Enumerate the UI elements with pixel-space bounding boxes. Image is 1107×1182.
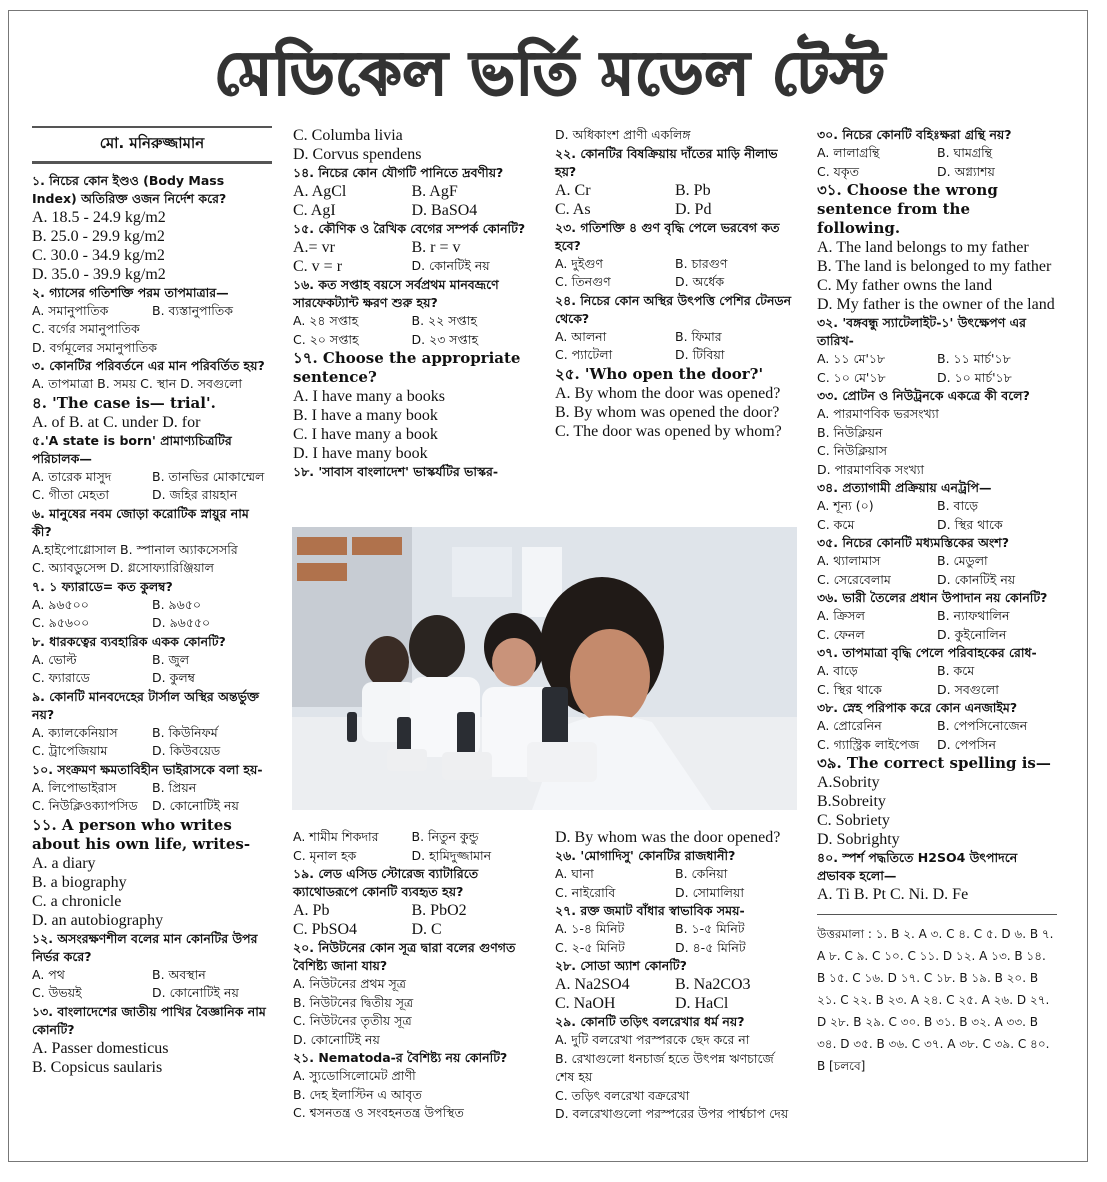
option-text: C. v = r <box>293 258 343 275</box>
column-2-top <box>293 126 530 481</box>
option-row <box>817 717 1057 736</box>
option-text: B. পেপসিনোজেন <box>937 718 1028 733</box>
question-text: ৯. কোনটি মানবদেহের টার্সাল অস্থির অন্তর্ভুক্ত নয়? <box>32 688 260 722</box>
option-text: A. থ্যালামাস <box>817 553 881 568</box>
question-block <box>555 219 795 292</box>
option-text: D. পারমাণবিক সংখ্যা <box>817 461 925 477</box>
question-block <box>555 828 795 847</box>
option-text: C. সেরেবেলাম <box>817 571 891 587</box>
column-2-bottom <box>293 828 530 1123</box>
option-text: C. ২০ সপ্তাহ <box>293 331 359 347</box>
option-row <box>32 486 272 505</box>
option-row <box>32 779 272 798</box>
author-name: মো. মনিরুজ্জামান <box>32 126 272 164</box>
option-row <box>293 312 530 331</box>
question-block <box>32 357 272 394</box>
option-text: D. কোনোটিই নয় <box>293 1031 380 1047</box>
column-3-top <box>555 126 795 441</box>
option-text: B. ন্যাফথালিন <box>937 608 1010 623</box>
option-text: C. NaOH <box>555 995 616 1012</box>
option-row <box>555 975 795 994</box>
option-text: C. নিউক্লিয়াস <box>817 443 888 458</box>
option-text: B. a biography <box>32 873 127 891</box>
question-text: ১৭. Choose the appropriate sentence? <box>293 349 521 386</box>
question-block <box>32 816 272 930</box>
option-text: A. শামীম শিকদার <box>293 829 379 844</box>
option-text: B. নিউক্লিয়ন <box>817 424 883 440</box>
question-text: ৩০. নিচের কোনটি বহিঃক্ষরা গ্রন্থি নয়? <box>817 127 1012 142</box>
option-text: B. 25.0 - 29.9 kg/m2 <box>32 227 165 245</box>
question-text: ২. গ্যাসের গতিশক্তি পরম তাপমাত্রার— <box>32 284 229 300</box>
option-text: C. উভয়ই <box>32 985 82 1000</box>
option-row <box>817 369 1057 388</box>
lab-photo <box>292 527 797 810</box>
option-text: D. কোনোটিই নয় <box>152 798 239 813</box>
option-text: C. ফেনল <box>817 626 865 642</box>
option-text: D. C <box>411 921 442 938</box>
option-text: A. Cr <box>555 181 591 199</box>
option-text: D. an autobiography <box>32 911 164 929</box>
option-text: B. কমে <box>937 663 975 678</box>
question-text: ৬. মানুষের নবম জোড়া করোটিক স্নায়ুর নাম কী? <box>32 505 249 539</box>
option-text: B. Na2CO3 <box>675 976 751 993</box>
option-text: B. কেনিয়া <box>675 866 728 881</box>
option-text: A. Passer domesticus <box>32 1039 169 1057</box>
option-text: C. কমে <box>817 516 855 532</box>
option-text: A. By whom the door was opened? <box>555 384 781 402</box>
question-block <box>555 847 795 902</box>
option-row <box>555 939 795 958</box>
question-text: ৩৯. The correct spelling is— <box>817 754 1051 772</box>
option-row <box>555 994 795 1013</box>
option-text: A. ১-৪ মিনিট <box>555 921 625 936</box>
option-text: C. The door was opened by whom? <box>555 422 782 440</box>
option-text: D. টিবিয়া <box>675 347 725 362</box>
option-text: A. দুটি বলরেখা পরস্পরকে ছেদ করে না <box>555 1032 750 1047</box>
option-row <box>293 182 530 201</box>
question-block <box>32 505 272 578</box>
question-text: ৩৪. প্রত্যাগামী প্রক্রিয়ায় এনট্রপি— <box>817 480 992 495</box>
question-text: ১. নিচের কোন ইণ্ডও (Body Mass Index) অতিরিক্ত ওজন নির্দেশ করে? <box>32 172 227 206</box>
option-text: D. কিউবয়েড <box>152 743 221 758</box>
question-block <box>555 1013 795 1124</box>
question-block <box>32 394 272 432</box>
option-text: A. a diary <box>32 854 96 872</box>
option-text: A.= vr <box>293 239 335 256</box>
option-text: A. ১১ মে'১৮ <box>817 351 886 366</box>
option-text: A. পথ <box>32 966 65 982</box>
question-text: ১০. সংক্রমণ ক্ষমতাবিহীন ভাইরাসকে বলা হয়- <box>32 761 263 777</box>
option-text: D. সবগুলো <box>937 681 999 697</box>
option-row <box>32 797 272 816</box>
option-row <box>293 257 530 276</box>
option-text: D. কুলম্ব <box>152 670 195 685</box>
option-row <box>555 346 795 365</box>
option-text: C. ট্রাপেজিয়াম <box>32 743 108 758</box>
option-text: C. a chronicle <box>32 892 122 910</box>
option-text: B. ১১ মার্চ'১৮ <box>937 351 1011 366</box>
option-text: A. I have many a books <box>293 388 445 405</box>
question-text: ৩৭. তাপমাত্রা বৃদ্ধি পেলে পরিবাহকের রোধ- <box>817 645 1037 660</box>
option-text: C. I have many a book <box>293 426 438 443</box>
option-text: B. অবস্থান <box>152 966 206 982</box>
option-row <box>555 255 795 274</box>
question-block <box>32 284 272 358</box>
question-block <box>817 699 1057 754</box>
question-block <box>32 1003 272 1077</box>
option-text: D. ৯৬৫৫০ <box>152 615 211 630</box>
option-row <box>32 302 272 321</box>
option-text: C. অ্যাবডুসেন্স D. গ্লসোফ্যারিঞ্জিয়াল <box>32 560 214 575</box>
option-text: A. নিউটনের প্রথম সূত্র <box>293 976 406 991</box>
option-text: B. Copsicus saularis <box>32 1058 163 1076</box>
question-text: ২২. কোনটির বিষক্রিয়ায় দাঁতের মাড়ি নীলাভ হয়? <box>555 145 778 179</box>
option-text: D. ২৩ সপ্তাহ <box>411 331 479 347</box>
col1-questions <box>32 172 272 1077</box>
question-block <box>555 126 795 145</box>
option-row <box>555 865 795 884</box>
option-text: D. কোনটিই নয় <box>937 571 1016 587</box>
question-text: ২৬. 'মোগাদিসু' কোনটির রাজধানী? <box>555 848 736 863</box>
question-text: ৩৩. প্রোটন ও নিউট্রনকে একত্রে কী বলে? <box>817 388 1030 403</box>
option-text: D. স্থির থাকে <box>937 516 1003 532</box>
question-block <box>293 828 530 865</box>
option-row <box>555 273 795 292</box>
question-text: ২৫. 'Who open the door?' <box>555 364 764 383</box>
option-text: B. ব্যস্তানুপাতিক <box>152 302 233 318</box>
option-text: A.হাইপোগ্লোসাল B. স্পানাল অ্যাকসেসরি <box>32 541 238 557</box>
question-text: ১৫. কৌণিক ও রৈখিক বেগের সম্পর্ক কোনটি? <box>293 221 526 236</box>
option-text: C. ৯৫৬০০ <box>32 615 90 630</box>
option-text: B. ফিমার <box>675 328 722 344</box>
option-row <box>555 181 795 200</box>
option-text: A. শূন্য (০) <box>817 498 874 513</box>
question-block <box>555 292 795 365</box>
question-text: ১৪. নিচের কোন যৌগটি পানিতে দ্রবণীয়? <box>293 165 504 180</box>
option-text: C. শ্বসনতন্ত্র ও সংবহনতন্ত্র উপস্থিত <box>293 1105 464 1120</box>
question-block <box>817 849 1057 904</box>
option-text: D. হামিদুজ্জামান <box>411 847 492 863</box>
option-row <box>293 201 530 220</box>
option-text: C. স্থির থাকে <box>817 681 882 697</box>
option-text: B. r = v <box>411 239 461 256</box>
question-text: ৫.'A state is born' প্রামাণ্যচিত্রটির পরিচালক— <box>32 432 232 466</box>
question-block <box>32 688 272 761</box>
option-text: D. কোনোটিই নয় <box>152 985 239 1000</box>
option-text: A. সমানুপাতিক <box>32 302 109 318</box>
option-row <box>293 331 530 350</box>
option-text: A. The land belongs to my father <box>817 239 1029 256</box>
option-text: C. 30.0 - 34.9 kg/m2 <box>32 246 165 264</box>
option-row <box>293 238 530 257</box>
question-text: ১২. অসংরক্ষণশীল বলের মান কোনটির উপর নির্ভর করে? <box>32 930 258 964</box>
option-text: B. ১-৫ মিনিট <box>675 921 745 936</box>
question-text: ৩১. Choose the wrong sentence from the following. <box>817 181 998 237</box>
option-text: C. তড়িৎ বলরেখা বক্ররেখা <box>555 1087 690 1103</box>
question-text: ২৮. সোডা অ্যাশ কোনটি? <box>555 958 687 973</box>
option-row <box>293 828 530 847</box>
option-row <box>32 669 272 688</box>
option-text: B. নিউটনের দ্বিতীয় সূত্র <box>293 994 414 1010</box>
option-text: B.Sobreity <box>817 793 886 810</box>
option-row <box>817 607 1057 626</box>
option-text: B. ৯৬৫০ <box>152 596 201 612</box>
option-text: D. 35.0 - 39.9 kg/m2 <box>32 265 166 283</box>
question-block <box>817 534 1057 589</box>
option-text: C. My father owns the land <box>817 277 993 294</box>
option-text: C. PbSO4 <box>293 921 358 938</box>
option-row <box>555 200 795 219</box>
option-text: B. চারগুণ <box>675 255 728 271</box>
question-text: ৪. 'The case is— trial'. <box>32 393 216 412</box>
option-text: B. AgF <box>411 183 458 200</box>
option-text: D. অর্ধেক <box>675 274 725 289</box>
option-row <box>817 516 1057 535</box>
answer-key: উত্তরমালা : ১. B ২. A ৩. C ৪. C ৫. D ৬. B ৭. A ৮. C ৯. C ১০. C ১১. D ১২. A ১৩. B ১৪. B ১৫. C ১৬. D ১৭. C ১৮. B ১৯. B ২০. B ২১. C ২২. B ২৩. A ২৪. C ২৫. A ২৬. D ২৭. D ২৮. B ২৯. C ৩০. B ৩১. B ৩২. A ৩৩. B ৩৪. D ৩৫. B ৩৬. C ৩৭. A ৩৮. C ৩৯. C ৪০. B [চলবে] <box>817 914 1057 1077</box>
question-block <box>32 432 272 505</box>
option-text: C. নাইরোবি <box>555 884 616 900</box>
question-block <box>293 220 530 276</box>
question-block <box>555 902 795 957</box>
question-text: ২৪. নিচের কোন অস্থির উৎপত্তি পেশির টেনডন থেকে? <box>555 292 792 326</box>
option-text: D. বর্গমূলের সমানুপাতিক <box>32 339 157 355</box>
question-block <box>555 957 795 1013</box>
option-text: B. জুল <box>152 651 190 667</box>
option-text: A. Pb <box>293 902 330 919</box>
question-text: ৮. ধারকত্বের ব্যবহারিক একক কোনটি? <box>32 633 226 649</box>
question-text: ২৩. গতিশক্তি ৪ গুণ বৃদ্ধি পেলে ভরবেগ কত হবে? <box>555 219 780 253</box>
question-block <box>32 930 272 1003</box>
option-row <box>32 651 272 670</box>
question-text: ৪০. স্পর্শ পদ্ধতিতে H2SO4 উৎপাদনে প্রভাবক হলো— <box>817 850 1018 883</box>
option-text: B. The land is belonged to my father <box>817 258 1052 275</box>
option-text: C. ২-৫ মিনিট <box>555 939 625 955</box>
question-block <box>293 463 530 481</box>
question-block <box>817 589 1057 644</box>
option-text: D. BaSO4 <box>411 202 478 219</box>
question-block <box>817 387 1057 479</box>
option-text: C. মৃনাল হক <box>293 847 357 863</box>
question-block <box>293 126 530 164</box>
option-row <box>817 736 1057 755</box>
option-text: C. ফ্যারাডে <box>32 670 90 685</box>
option-text: A. আলনা <box>555 328 607 344</box>
option-text: C. বর্গের সমানুপাতিক <box>32 321 140 336</box>
option-row <box>32 984 272 1003</box>
question-text: ৩৮. স্নেহ পরিপাক করে কোন এনজাইম? <box>817 700 1018 715</box>
option-text: D. ৪-৫ মিনিট <box>675 939 746 955</box>
option-row <box>817 552 1057 571</box>
option-text: A. লিপোভাইরাস <box>32 779 117 795</box>
column-1 <box>32 126 272 1077</box>
option-text: A.Sobrity <box>817 774 880 791</box>
page-title: মেডিকেল ভর্তি মডেল টেস্ট <box>214 39 886 109</box>
option-row <box>555 884 795 903</box>
option-text: D. কোনটিই নয় <box>411 258 490 273</box>
option-text: D. I have many book <box>293 445 428 462</box>
option-text: D. ১০ মার্চ'১৮ <box>937 369 1012 385</box>
column-4 <box>817 126 1057 1077</box>
option-text: D. জহির রায়হান <box>152 487 238 502</box>
option-row <box>817 497 1057 516</box>
option-text: D. পেপসিন <box>937 736 996 752</box>
option-text: C. যকৃত <box>817 163 859 179</box>
question-block <box>817 314 1057 387</box>
option-row <box>555 328 795 347</box>
option-row <box>32 742 272 761</box>
option-text: B. রেখাগুলো ধনচার্জ হতে উৎপন্ন ঋণচার্জে শেষ হয় <box>555 1050 774 1084</box>
option-text: C. Columba livia <box>293 127 403 144</box>
option-text: D. Sobrighty <box>817 831 900 848</box>
option-text: A. দুইগুণ <box>555 255 603 271</box>
question-text: ২৯. কোনটি তড়িৎ বলরেখার ধর্ম নয়? <box>555 1014 745 1029</box>
option-text: B. তানভির মোকাম্মেল <box>152 468 265 484</box>
question-block <box>32 761 272 816</box>
option-row <box>32 966 272 985</box>
option-text: A. ভোল্ট <box>32 651 77 667</box>
question-text: ১১. A person who writes about his own life, writes- <box>32 815 251 853</box>
option-text: A. পারমাণবিক ভরসংখ্যা <box>817 406 939 421</box>
option-text: D. Pd <box>675 200 712 218</box>
option-text: A. of B. at C. under D. for <box>32 413 201 431</box>
option-row <box>32 724 272 743</box>
option-row <box>555 920 795 939</box>
option-text: D. অধিকাংশ প্রাণী একলিঙ্গ <box>555 127 691 142</box>
question-text: ৩. কোনটির পরিবর্তনে এর মান পরিবর্তিত হয়? <box>32 358 265 373</box>
option-text: B. By whom was opened the door? <box>555 403 780 421</box>
option-text: D. অগ্ন্যাশয় <box>937 163 995 179</box>
question-text: ৩৫. নিচের কোনটি মধ্যমস্তিকের অংশ? <box>817 535 1009 550</box>
option-text: B. কিউনিফর্ম <box>152 724 218 740</box>
option-text: A. লালাগ্রন্থি <box>817 145 880 160</box>
option-row <box>293 847 530 866</box>
option-text: D. বলরেখাগুলো পরস্পরের উপর পার্শ্বচাপ দেয় <box>555 1106 789 1121</box>
col4-questions <box>817 126 1057 904</box>
column-3-bottom <box>555 828 795 1124</box>
option-text: D. HaCl <box>675 995 729 1012</box>
option-text: B. ঘামগ্রন্থি <box>937 145 993 160</box>
option-row <box>817 350 1057 369</box>
option-text: A. ক্যালকেনিয়াস <box>32 724 118 740</box>
option-text: A. AgCl <box>293 183 347 200</box>
question-block <box>293 939 530 1049</box>
option-text: A. তারেক মাসুদ <box>32 468 112 484</box>
option-row <box>32 614 272 633</box>
option-text: A. Na2SO4 <box>555 976 630 993</box>
option-text: A. ৯৬৫০০ <box>32 596 89 612</box>
option-text: C. As <box>555 200 591 218</box>
option-text: C. নিউটনের তৃতীয় সূত্র <box>293 1013 412 1028</box>
option-text: A. প্রোরেনিন <box>817 718 882 733</box>
question-text: ২০. নিউটনের কোন সূত্র দ্বারা বলের গুণগত বৈশিষ্ট্য জানা যায়? <box>293 940 516 973</box>
option-text: B. PbO2 <box>411 902 467 919</box>
question-block <box>817 754 1057 849</box>
question-text: ১৬. কত সপ্তাহ বয়সে সর্বপ্রথম মানবভ্রূণে সারফেকট্যান্ট ক্ষরণ শুরু হয়? <box>293 277 499 310</box>
question-block <box>817 181 1057 314</box>
option-text: D. সোমালিয়া <box>675 884 744 900</box>
option-row <box>817 571 1057 590</box>
question-block <box>817 644 1057 699</box>
question-text: ১৮. 'সাবাস বাংলাদেশ' ভাস্কর্যটির ভাস্কর- <box>293 464 499 479</box>
question-block <box>293 1049 530 1123</box>
question-block <box>293 349 530 463</box>
option-row <box>817 626 1057 645</box>
option-text: D. Corvus spendens <box>293 146 422 163</box>
option-text: A. বাড়ে <box>817 663 858 678</box>
option-text: C. নিউক্লিওক্যাপসিড <box>32 798 138 813</box>
question-text: ৩৬. ভারী তৈলের প্রধান উপাদান নয় কোনটি? <box>817 590 1048 605</box>
option-text: B. বাড়ে <box>937 498 979 513</box>
option-text: C. গ্যাস্ট্রিক লাইপেজ <box>817 736 920 752</box>
option-row <box>817 662 1057 681</box>
option-text: A. ঘানা <box>555 866 594 881</box>
question-block <box>32 172 272 284</box>
question-block <box>293 865 530 939</box>
option-text: B. Pb <box>675 181 711 199</box>
option-text: B. ২২ সপ্তাহ <box>411 313 477 328</box>
option-text: A. ২৪ সপ্তাহ <box>293 313 359 328</box>
option-text: D. কুইনোলিন <box>937 626 1007 642</box>
question-text: ২৭. রক্ত জমাট বাঁধার স্বাভাবিক সময়- <box>555 903 745 918</box>
option-row <box>817 681 1057 700</box>
option-text: B. প্রিয়ন <box>152 779 197 795</box>
option-row <box>32 596 272 615</box>
option-text: A. Ti B. Pt C. Ni. D. Fe <box>817 886 969 903</box>
question-block <box>817 126 1057 181</box>
option-text: C. তিনগুণ <box>555 274 611 289</box>
question-text: ১৩. বাংলাদেশের জাতীয় পাখির বৈজ্ঞানিক নাম কোনটি? <box>32 1003 266 1037</box>
option-row <box>293 920 530 939</box>
question-text: ২১. Nematoda-র বৈশিষ্ট্য নয় কোনটি? <box>293 1050 508 1065</box>
students-microscope-illustration <box>292 527 797 810</box>
option-text: C. প্যাটেলা <box>555 347 613 362</box>
option-text: A. 18.5 - 24.9 kg/m2 <box>32 208 166 226</box>
option-row <box>293 901 530 920</box>
option-text: B. দেহ ইলাস্টিন এ আবৃত <box>293 1086 422 1102</box>
question-block <box>555 365 795 441</box>
question-text: ১৯. লেড এসিড স্টোরেজ ব্যাটারিতে ক্যাথোডরূপে কোনটি ব্যবহৃত হয়? <box>293 866 479 899</box>
option-text: D. By whom was the door opened? <box>555 829 781 846</box>
question-text: ৩২. 'বঙ্গবন্ধু স্যাটেলাইট-১' উৎক্ষেপণ এর তারিখ- <box>817 315 1027 348</box>
question-block <box>32 633 272 688</box>
option-text: C. ১০ মে'১৮ <box>817 369 886 385</box>
option-text: B. মেডুলা <box>937 553 988 568</box>
option-text: A. তাপমাত্রা B. সময় C. স্থান D. সবগুলো <box>32 376 243 391</box>
question-block <box>293 164 530 220</box>
question-text: ৭. ১ ফ্যারাডে= কত কুলম্ব? <box>32 578 173 594</box>
question-block <box>293 276 530 349</box>
question-block <box>817 479 1057 534</box>
question-block <box>555 145 795 219</box>
option-row <box>817 144 1057 163</box>
option-text: A. স্যুডোসিলোমেট প্রাণী <box>293 1068 416 1083</box>
question-block <box>32 578 272 633</box>
option-text: C. গীতা মেহতা <box>32 487 110 502</box>
option-row <box>32 468 272 487</box>
option-text: B. নিতুন কুন্ডু <box>411 829 479 844</box>
option-text: A. ক্রিসল <box>817 608 865 623</box>
option-text: C. Sobriety <box>817 812 890 829</box>
option-row <box>817 163 1057 182</box>
option-text: D. My father is the owner of the land <box>817 296 1055 313</box>
option-text: B. I have a many book <box>293 407 438 424</box>
option-text: C. AgI <box>293 202 336 219</box>
